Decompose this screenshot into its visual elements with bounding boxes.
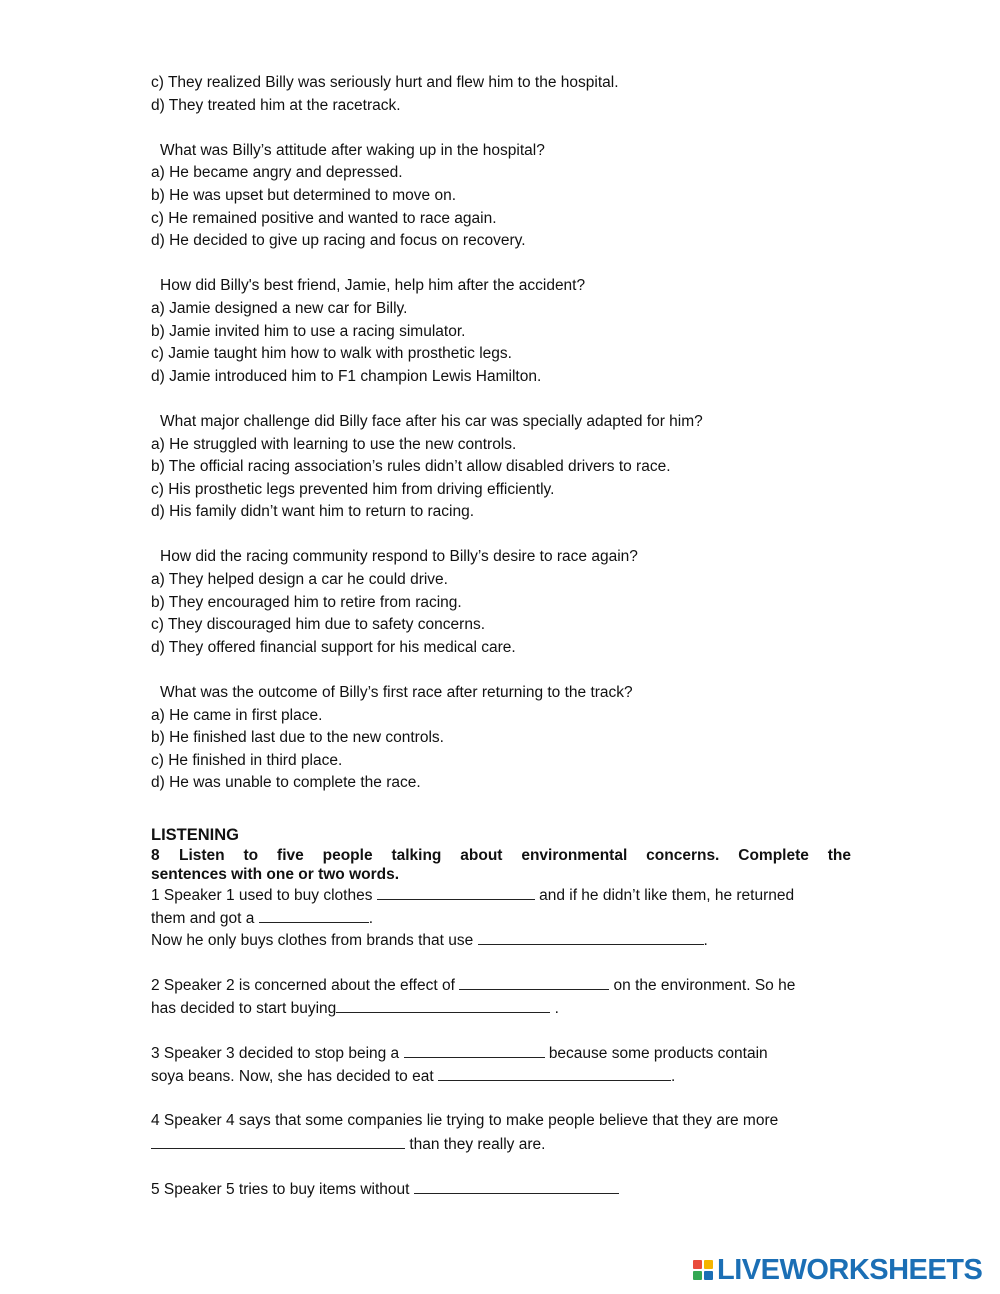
answer-option[interactable]: a) He came in first place. xyxy=(151,706,323,724)
answer-blank[interactable] xyxy=(377,884,535,900)
answer-option[interactable]: c) His prosthetic legs prevented him from driving efficiently. xyxy=(151,480,555,498)
worksheet-page xyxy=(151,72,851,1200)
sentence-1-cont: Now he only buys clothes from brands that use . xyxy=(151,929,851,952)
sentence-1-cont: them and got a . xyxy=(151,907,851,930)
answer-option: c) They realized Billy was seriously hurt and flew him to the hospital. xyxy=(151,74,619,91)
instruction-line: Listen to five people talking about environmental concerns. Complete the xyxy=(179,847,851,864)
answer-option[interactable]: d) Jamie introduced him to F1 champion Lewis Hamilton. xyxy=(151,367,542,385)
answer-blank[interactable] xyxy=(151,1133,405,1149)
answer-blank[interactable] xyxy=(259,907,369,923)
answer-blank[interactable] xyxy=(404,1042,545,1058)
question-text: How did the racing community respond to Billy’s desire to race again? xyxy=(160,548,638,566)
question-text: What was the outcome of Billy’s first race after returning to the track? xyxy=(160,684,633,702)
question-text: How did Billy's best friend, Jamie, help him after the accident? xyxy=(160,277,586,295)
answer-option[interactable]: c) He finished in third place. xyxy=(151,751,343,769)
liveworksheets-logo xyxy=(693,1255,982,1285)
sentence-5: 5 Speaker 5 tries to buy items without xyxy=(151,1178,851,1201)
logo-squares-icon xyxy=(693,1260,713,1280)
sentence-3: 3 Speaker 3 decided to stop being a because some products contain xyxy=(151,1042,851,1065)
answer-option[interactable]: c) They discouraged him due to safety concerns. xyxy=(151,616,485,634)
sentence-2-cont: has decided to start buying . xyxy=(151,997,851,1020)
sentence-1: 1 Speaker 1 used to buy clothes and if he didn’t like them, he returned xyxy=(151,884,851,907)
sentence-4: 4 Speaker 4 says that some companies lie trying to make people believe that they are more xyxy=(151,1111,779,1129)
answer-option[interactable]: b) The official racing association’s rules didn’t allow disabled drivers to race. xyxy=(151,458,671,476)
answer-option[interactable]: a) Jamie designed a new car for Billy. xyxy=(151,299,408,317)
sentence-3-cont: soya beans. Now, she has decided to eat . xyxy=(151,1065,851,1088)
instruction-line: sentences with one or two words. xyxy=(151,866,400,883)
answer-option[interactable]: d) They offered financial support for his medical care. xyxy=(151,638,516,656)
answer-option[interactable]: b) Jamie invited him to use a racing simulator. xyxy=(151,322,466,340)
logo-text: LIVEWORKSHEETS xyxy=(717,1253,983,1286)
answer-blank[interactable] xyxy=(414,1178,619,1194)
answer-option: d) They treated him at the racetrack. xyxy=(151,96,401,114)
exercise-instruction xyxy=(151,846,851,865)
answer-option[interactable]: b) He finished last due to the new controls. xyxy=(151,729,444,747)
answer-option[interactable]: d) He decided to give up racing and focus on recovery. xyxy=(151,232,526,250)
answer-blank[interactable] xyxy=(336,997,550,1013)
question-text: What major challenge did Billy face after his car was specially adapted for him? xyxy=(160,412,703,430)
answer-blank[interactable] xyxy=(459,974,609,990)
answer-option[interactable]: d) His family didn’t want him to return to racing. xyxy=(151,503,475,521)
answer-option[interactable]: a) They helped design a car he could drive. xyxy=(151,571,448,589)
answer-option[interactable]: d) He was unable to complete the race. xyxy=(151,774,421,792)
section-heading: LISTENING xyxy=(151,826,240,844)
answer-option[interactable]: c) Jamie taught him how to walk with prosthetic legs. xyxy=(151,345,512,363)
answer-option[interactable]: c) He remained positive and wanted to race again. xyxy=(151,209,497,227)
answer-blank[interactable] xyxy=(438,1065,671,1081)
answer-option[interactable]: a) He became angry and depressed. xyxy=(151,164,403,182)
sentence-2: 2 Speaker 2 is concerned about the effect of on the environment. So he xyxy=(151,974,851,997)
question-text: What was Billy’s attitude after waking up in the hospital? xyxy=(160,141,545,159)
answer-option[interactable]: a) He struggled with learning to use the new controls. xyxy=(151,435,517,453)
answer-option[interactable]: b) He was upset but determined to move on. xyxy=(151,186,456,204)
answer-option[interactable]: b) They encouraged him to retire from racing. xyxy=(151,593,462,611)
exercise-number: 8 xyxy=(151,847,160,864)
sentence-4-cont: than they really are. xyxy=(151,1133,851,1156)
answer-blank[interactable] xyxy=(478,929,704,945)
